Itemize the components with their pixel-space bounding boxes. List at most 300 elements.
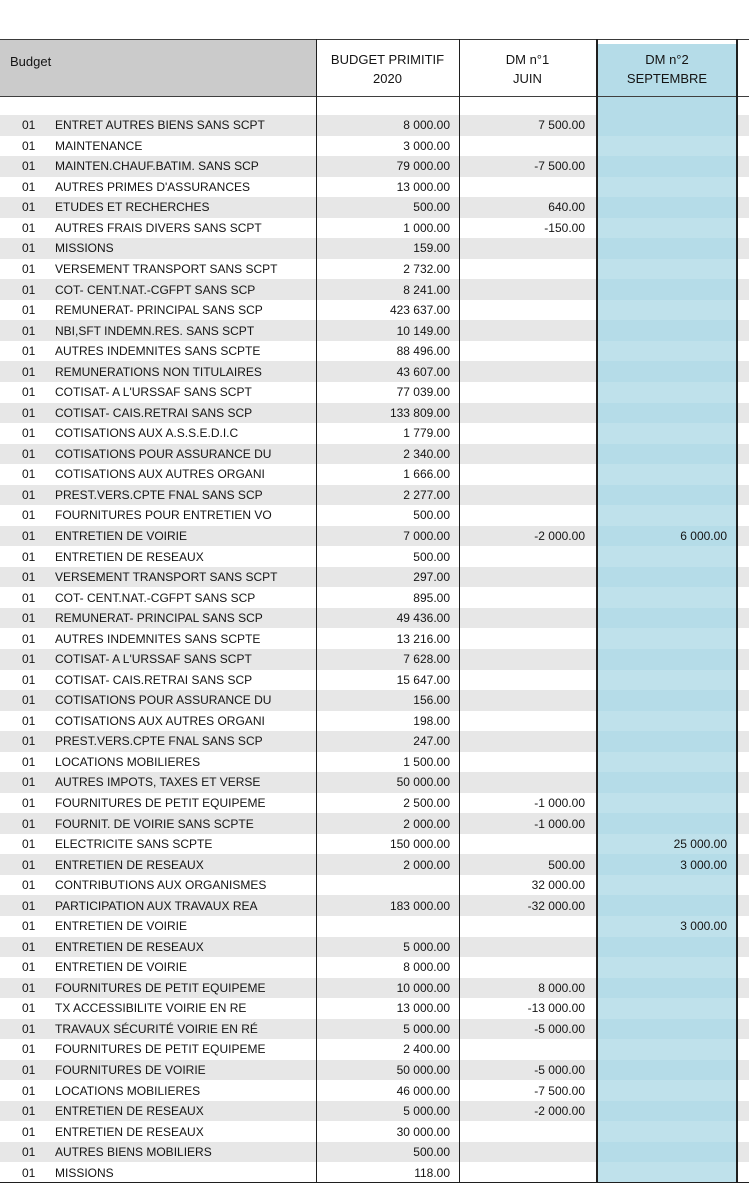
row-label: ENTRETIEN DE RESEAUX bbox=[55, 857, 204, 872]
budget-cell bbox=[0, 711, 316, 732]
header-dm1-line2: JUIN bbox=[513, 70, 542, 86]
row-code: 01 bbox=[22, 446, 36, 461]
next-column-sliver-cell bbox=[738, 115, 749, 136]
next-column-sliver-cell bbox=[738, 341, 749, 362]
budget-cell bbox=[0, 156, 316, 177]
next-column-sliver-cell bbox=[738, 1162, 749, 1183]
row-label: FOURNITURES DE VOIRIE bbox=[55, 1063, 206, 1078]
bp-2020-cell: 895.00 bbox=[413, 590, 450, 605]
bp-2020-cell: 2 277.00 bbox=[316, 485, 459, 506]
dm1-cell bbox=[459, 628, 596, 649]
row-label: COTISATIONS AUX A.S.S.E.D.I.C bbox=[55, 426, 239, 441]
table-row bbox=[0, 628, 749, 649]
dm2-cell bbox=[596, 628, 738, 649]
next-column-sliver-cell bbox=[738, 156, 749, 177]
header-dm2-septembre bbox=[596, 40, 738, 97]
row-code: 01 bbox=[22, 590, 36, 605]
bp-2020-cell: 297.00 bbox=[316, 567, 459, 588]
row-code: 01 bbox=[22, 508, 36, 523]
bp-2020-cell: 118.00 bbox=[414, 1165, 450, 1180]
row-label: COTISATIONS POUR ASSURANCE DU bbox=[55, 446, 272, 461]
row-label: COT- CENT.NAT.-CGFPT SANS SCP bbox=[55, 590, 256, 605]
bp-2020-cell: 88 496.00 bbox=[396, 344, 450, 359]
budget-cell bbox=[0, 834, 316, 855]
bp-2020-cell: 79 000.00 bbox=[316, 156, 459, 177]
row-code: 01 bbox=[22, 1083, 36, 1098]
dm1-cell bbox=[459, 587, 596, 608]
dm1-cell bbox=[459, 1142, 596, 1163]
next-column-sliver-cell bbox=[738, 587, 749, 608]
budget-cell bbox=[0, 115, 316, 136]
bp-2020-cell: 3 000.00 bbox=[403, 138, 450, 153]
bp-2020-cell: 10 000.00 bbox=[316, 978, 459, 999]
bp-2020-cell: 133 809.00 bbox=[316, 403, 459, 424]
table-header-row bbox=[0, 40, 749, 97]
dm1-cell: 32 000.00 bbox=[531, 878, 585, 893]
budget-cell bbox=[0, 628, 316, 649]
dm1-cell bbox=[459, 834, 596, 855]
header-dm2-line2: SEPTEMBRE bbox=[626, 70, 708, 86]
budget-cell bbox=[0, 505, 316, 526]
dm1-cell: -5 000.00 bbox=[459, 1019, 596, 1040]
bp-2020-cell: 50 000.00 bbox=[316, 772, 459, 793]
bp-2020-cell: 8 000.00 bbox=[403, 960, 450, 975]
next-column-sliver-cell bbox=[738, 1019, 749, 1040]
dm1-cell bbox=[459, 464, 596, 485]
bp-2020-cell bbox=[316, 875, 459, 896]
dm1-cell bbox=[459, 567, 596, 588]
next-column-sliver-cell bbox=[738, 136, 749, 157]
row-label: ENTRET AUTRES BIENS SANS SCPT bbox=[55, 118, 265, 133]
table-row bbox=[0, 505, 749, 526]
row-label: AUTRES INDEMNITES SANS SCPTE bbox=[55, 344, 261, 359]
budget-cell bbox=[0, 854, 316, 875]
dm1-cell bbox=[459, 690, 596, 711]
dm2-cell bbox=[596, 423, 738, 444]
row-code: 01 bbox=[22, 713, 36, 728]
dm2-cell bbox=[596, 279, 738, 300]
budget-cell bbox=[0, 670, 316, 691]
row-code: 01 bbox=[22, 796, 36, 811]
budget-cell bbox=[0, 895, 316, 916]
bp-2020-cell: 5 000.00 bbox=[316, 1101, 459, 1122]
budget-cell bbox=[0, 403, 316, 424]
table-row bbox=[0, 464, 749, 485]
bp-2020-cell: 2 732.00 bbox=[403, 262, 450, 277]
dm2-cell bbox=[596, 587, 738, 608]
table-row bbox=[0, 711, 749, 732]
header-next-column-sliver bbox=[738, 40, 749, 97]
budget-cell bbox=[0, 1019, 316, 1040]
row-label: COTISAT- CAIS.RETRAI SANS SCP bbox=[55, 672, 253, 687]
row-code: 01 bbox=[22, 693, 36, 708]
row-label: CONTRIBUTIONS AUX ORGANISMES bbox=[55, 878, 267, 893]
dm1-cell bbox=[459, 279, 596, 300]
dm1-cell bbox=[459, 649, 596, 670]
table-row bbox=[0, 587, 749, 608]
budget-cell bbox=[0, 937, 316, 958]
next-column-sliver-cell bbox=[738, 752, 749, 773]
dm1-cell bbox=[459, 1039, 596, 1060]
budget-cell bbox=[0, 608, 316, 629]
next-column-sliver-cell bbox=[738, 505, 749, 526]
table-row bbox=[0, 895, 749, 916]
dm2-cell bbox=[596, 1101, 738, 1122]
dm1-cell: 640.00 bbox=[459, 197, 596, 218]
budget-cell bbox=[0, 998, 316, 1019]
budget-cell bbox=[0, 772, 316, 793]
dm2-cell bbox=[596, 937, 738, 958]
next-column-sliver-cell bbox=[738, 1101, 749, 1122]
table-row bbox=[0, 403, 749, 424]
budget-cell bbox=[0, 1162, 316, 1183]
budget-cell bbox=[0, 1121, 316, 1142]
dm1-cell bbox=[459, 752, 596, 773]
row-label: LOCATIONS MOBILIERES bbox=[55, 1083, 201, 1098]
bp-2020-cell: 49 436.00 bbox=[316, 608, 459, 629]
dm1-cell bbox=[459, 444, 596, 465]
next-column-sliver-cell bbox=[738, 608, 749, 629]
next-column-sliver-cell bbox=[738, 403, 749, 424]
next-column-sliver-cell bbox=[738, 300, 749, 321]
bp-2020-cell: 2 400.00 bbox=[403, 1042, 450, 1057]
row-code: 01 bbox=[22, 179, 36, 194]
budget-cell bbox=[0, 978, 316, 999]
row-code: 01 bbox=[22, 919, 36, 934]
bp-2020-cell: 1 000.00 bbox=[403, 220, 450, 235]
dm2-cell bbox=[596, 361, 738, 382]
row-label: ENTRETIEN DE VOIRIE bbox=[55, 529, 188, 544]
next-column-sliver-cell bbox=[738, 670, 749, 691]
dm1-cell bbox=[459, 341, 596, 362]
dm2-cell bbox=[596, 690, 738, 711]
next-column-sliver-cell bbox=[738, 464, 749, 485]
dm2-cell bbox=[596, 998, 738, 1019]
row-code: 01 bbox=[22, 200, 36, 215]
row-label: TX ACCESSIBILITE VOIRIE EN RE bbox=[55, 1001, 247, 1016]
table-row bbox=[0, 1162, 749, 1183]
row-code: 01 bbox=[22, 549, 36, 564]
bp-2020-cell: 2 000.00 bbox=[316, 813, 459, 834]
next-column-sliver-cell bbox=[738, 279, 749, 300]
bp-2020-cell: 43 607.00 bbox=[316, 361, 459, 382]
next-column-sliver-cell bbox=[738, 957, 749, 978]
next-column-sliver-cell bbox=[738, 485, 749, 506]
row-label: COTISAT- A L'URSSAF SANS SCPT bbox=[55, 385, 252, 400]
row-label: ELECTRICITE SANS SCPTE bbox=[55, 837, 213, 852]
next-column-sliver-cell bbox=[738, 526, 749, 547]
budget-cell bbox=[0, 1039, 316, 1060]
row-label: MISSIONS bbox=[55, 241, 114, 256]
bp-2020-cell: 15 647.00 bbox=[396, 672, 450, 687]
row-code: 01 bbox=[22, 1042, 36, 1057]
budget-cell bbox=[0, 444, 316, 465]
dm1-cell bbox=[459, 505, 596, 526]
budget-cell bbox=[0, 177, 316, 198]
table-row bbox=[0, 1019, 749, 1040]
bp-2020-cell: 7 000.00 bbox=[316, 526, 459, 547]
dm1-cell bbox=[459, 546, 596, 567]
budget-cell bbox=[0, 464, 316, 485]
bp-2020-cell: 183 000.00 bbox=[316, 895, 459, 916]
row-code: 01 bbox=[22, 857, 36, 872]
budget-cell bbox=[0, 320, 316, 341]
table-row bbox=[0, 1142, 749, 1163]
table-row bbox=[0, 320, 749, 341]
dm1-cell bbox=[459, 238, 596, 259]
row-code: 01 bbox=[22, 1001, 36, 1016]
row-code: 01 bbox=[22, 1063, 36, 1078]
bp-2020-cell: 46 000.00 bbox=[396, 1083, 450, 1098]
dm2-cell bbox=[596, 567, 738, 588]
dm2-cell bbox=[596, 177, 738, 198]
row-code: 01 bbox=[22, 939, 36, 954]
bp-2020-cell: 13 000.00 bbox=[396, 1001, 450, 1016]
dm1-cell bbox=[459, 177, 596, 198]
next-column-sliver-cell bbox=[738, 711, 749, 732]
budget-cell bbox=[0, 341, 316, 362]
bp-2020-cell: 500.00 bbox=[413, 508, 450, 523]
row-label: ENTRETIEN DE RESEAUX bbox=[55, 1124, 204, 1139]
table-row bbox=[0, 670, 749, 691]
row-label: COTISAT- A L'URSSAF SANS SCPT bbox=[55, 652, 252, 667]
next-column-sliver-cell bbox=[738, 628, 749, 649]
table-row bbox=[0, 485, 749, 506]
next-column-sliver-cell bbox=[738, 793, 749, 814]
row-label: COTISATIONS AUX AUTRES ORGANI bbox=[55, 713, 265, 728]
next-column-sliver-cell bbox=[738, 423, 749, 444]
row-label: NBI,SFT INDEMN.RES. SANS SCPT bbox=[55, 323, 255, 338]
dm1-cell bbox=[459, 772, 596, 793]
bp-2020-cell: 30 000.00 bbox=[396, 1124, 450, 1139]
dm1-cell bbox=[459, 916, 596, 937]
row-label: ENTRETIEN DE RESEAUX bbox=[55, 1104, 204, 1119]
dm2-cell bbox=[596, 546, 738, 567]
next-column-sliver-cell bbox=[738, 875, 749, 896]
dm2-cell bbox=[596, 793, 738, 814]
dm1-cell bbox=[459, 711, 596, 732]
table-row bbox=[0, 937, 749, 958]
dm2-cell bbox=[596, 115, 738, 136]
dm1-cell bbox=[459, 957, 596, 978]
next-column-sliver-cell bbox=[738, 197, 749, 218]
dm1-cell bbox=[459, 670, 596, 691]
next-column-sliver-cell bbox=[738, 937, 749, 958]
table-row bbox=[0, 238, 749, 259]
row-code: 01 bbox=[22, 1124, 36, 1139]
bp-2020-cell: 198.00 bbox=[413, 713, 450, 728]
dm1-cell: -32 000.00 bbox=[459, 895, 596, 916]
row-label: COTISAT- CAIS.RETRAI SANS SCP bbox=[55, 405, 253, 420]
dm2-cell bbox=[596, 895, 738, 916]
table-row bbox=[0, 957, 749, 978]
bp-2020-cell: 500.00 bbox=[316, 197, 459, 218]
dm2-cell bbox=[596, 957, 738, 978]
dm2-cell bbox=[596, 197, 738, 218]
bp-2020-cell: 5 000.00 bbox=[316, 937, 459, 958]
row-label: PARTICIPATION AUX TRAVAUX REA bbox=[55, 898, 258, 913]
row-label: LOCATIONS MOBILIERES bbox=[55, 754, 201, 769]
dm1-cell bbox=[459, 320, 596, 341]
dm2-cell bbox=[596, 731, 738, 752]
table-row bbox=[0, 115, 749, 136]
dm1-cell: -7 500.00 bbox=[534, 1083, 585, 1098]
table-row bbox=[0, 218, 749, 239]
row-code: 01 bbox=[22, 960, 36, 975]
dm2-cell bbox=[596, 1039, 738, 1060]
next-column-sliver-cell bbox=[738, 998, 749, 1019]
next-column-sliver-cell bbox=[738, 834, 749, 855]
row-code: 01 bbox=[22, 262, 36, 277]
dm2-cell bbox=[596, 1019, 738, 1040]
next-column-sliver-cell bbox=[738, 382, 749, 403]
dm1-cell bbox=[459, 382, 596, 403]
row-label: MAINTENANCE bbox=[55, 138, 143, 153]
bp-2020-cell: 8 000.00 bbox=[316, 115, 459, 136]
table-row bbox=[0, 136, 749, 157]
dm1-cell bbox=[459, 361, 596, 382]
next-column-sliver-cell bbox=[738, 238, 749, 259]
table-row bbox=[0, 197, 749, 218]
budget-cell bbox=[0, 731, 316, 752]
budget-cell bbox=[0, 1101, 316, 1122]
row-label: REMUNERAT- PRINCIPAL SANS SCP bbox=[55, 303, 263, 318]
next-column-sliver-cell bbox=[738, 259, 749, 280]
dm2-cell bbox=[596, 464, 738, 485]
next-column-sliver-cell bbox=[738, 177, 749, 198]
dm1-cell bbox=[459, 731, 596, 752]
dm2-cell bbox=[596, 320, 738, 341]
row-code: 01 bbox=[22, 467, 36, 482]
table-row bbox=[0, 156, 749, 177]
table-row bbox=[0, 177, 749, 198]
bp-2020-cell: 2 000.00 bbox=[316, 854, 459, 875]
dm1-cell: 8 000.00 bbox=[459, 978, 596, 999]
row-code: 01 bbox=[22, 816, 36, 831]
row-code: 01 bbox=[22, 364, 36, 379]
row-code: 01 bbox=[22, 529, 36, 544]
dm2-cell: 6 000.00 bbox=[596, 526, 738, 547]
row-label: COTISATIONS AUX AUTRES ORGANI bbox=[55, 467, 265, 482]
row-label: ENTRETIEN DE VOIRIE bbox=[55, 919, 188, 934]
table-row bbox=[0, 259, 749, 280]
row-code: 01 bbox=[22, 241, 36, 256]
next-column-sliver-cell bbox=[738, 772, 749, 793]
row-label: FOURNITURES DE PETIT EQUIPEME bbox=[55, 1042, 266, 1057]
row-label: AUTRES PRIMES D'ASSURANCES bbox=[55, 179, 250, 194]
row-code: 01 bbox=[22, 487, 36, 502]
header-dm2-line1: DM n°2 bbox=[645, 51, 689, 67]
dm1-cell: -2 000.00 bbox=[459, 526, 596, 547]
row-code: 01 bbox=[22, 878, 36, 893]
next-column-sliver-cell bbox=[738, 731, 749, 752]
dm1-cell bbox=[459, 259, 596, 280]
row-label: AUTRES FRAIS DIVERS SANS SCPT bbox=[55, 220, 262, 235]
dm1-cell: -150.00 bbox=[544, 220, 585, 235]
budget-cell bbox=[0, 916, 316, 937]
row-label: FOURNITURES POUR ENTRETIEN VO bbox=[55, 508, 272, 523]
row-label: ENTRETIEN DE RESEAUX bbox=[55, 939, 204, 954]
dm2-cell bbox=[596, 1121, 738, 1142]
next-column-sliver-cell bbox=[738, 895, 749, 916]
bp-2020-cell: 1 779.00 bbox=[403, 426, 450, 441]
budget-cell bbox=[0, 546, 316, 567]
dm1-cell: -13 000.00 bbox=[527, 1001, 585, 1016]
next-column-sliver-cell bbox=[738, 1039, 749, 1060]
next-column-sliver-cell bbox=[738, 916, 749, 937]
dm1-cell bbox=[459, 937, 596, 958]
dm2-cell bbox=[596, 341, 738, 362]
budget-cell bbox=[0, 649, 316, 670]
dm1-cell bbox=[459, 1162, 596, 1183]
bp-2020-cell: 2 340.00 bbox=[316, 444, 459, 465]
row-label: ETUDES ET RECHERCHES bbox=[55, 200, 210, 215]
header-budget-label: Budget bbox=[10, 54, 52, 69]
dm2-cell bbox=[596, 1162, 738, 1183]
bp-2020-cell: 150 000.00 bbox=[389, 837, 450, 852]
row-label: PREST.VERS.CPTE FNAL SANS SCP bbox=[55, 487, 263, 502]
header-dm1-line1: DM n°1 bbox=[505, 51, 550, 67]
table-row bbox=[0, 423, 749, 444]
table-row bbox=[0, 1101, 749, 1122]
dm2-cell bbox=[596, 875, 738, 896]
row-label: VERSEMENT TRANSPORT SANS SCPT bbox=[55, 570, 278, 585]
row-code: 01 bbox=[22, 159, 36, 174]
row-code: 01 bbox=[22, 118, 36, 133]
dm2-cell bbox=[596, 156, 738, 177]
table-row bbox=[0, 1039, 749, 1060]
budget-cell bbox=[0, 423, 316, 444]
row-label: MISSIONS bbox=[55, 1165, 114, 1180]
budget-cell bbox=[0, 238, 316, 259]
dm1-cell: 500.00 bbox=[459, 854, 596, 875]
dm2-cell bbox=[596, 505, 738, 526]
budget-cell bbox=[0, 197, 316, 218]
dm1-cell bbox=[459, 608, 596, 629]
budget-cell bbox=[0, 279, 316, 300]
dm2-cell bbox=[596, 1080, 738, 1101]
budget-cell bbox=[0, 752, 316, 773]
dm1-cell bbox=[459, 403, 596, 424]
budget-cell bbox=[0, 587, 316, 608]
dm2-cell bbox=[596, 444, 738, 465]
row-code: 01 bbox=[22, 631, 36, 646]
table-row bbox=[0, 526, 749, 547]
next-column-sliver-cell bbox=[738, 690, 749, 711]
table-row bbox=[0, 834, 749, 855]
dm1-cell: -1 000.00 bbox=[534, 796, 585, 811]
next-column-sliver-cell bbox=[738, 978, 749, 999]
dm1-cell: -7 500.00 bbox=[459, 156, 596, 177]
next-column-sliver-cell bbox=[738, 218, 749, 239]
budget-cell bbox=[0, 526, 316, 547]
row-code: 01 bbox=[22, 1145, 36, 1160]
table-row bbox=[0, 444, 749, 465]
row-label: AUTRES BIENS MOBILIERS bbox=[55, 1145, 212, 1160]
budget-cell bbox=[0, 259, 316, 280]
next-column-sliver-cell bbox=[738, 1121, 749, 1142]
next-column-sliver-cell bbox=[738, 1080, 749, 1101]
table-row bbox=[0, 793, 749, 814]
table-row bbox=[0, 772, 749, 793]
budget-cell bbox=[0, 957, 316, 978]
row-label: PREST.VERS.CPTE FNAL SANS SCP bbox=[55, 734, 263, 749]
table-row bbox=[0, 978, 749, 999]
budget-cell bbox=[0, 813, 316, 834]
dm1-cell bbox=[459, 423, 596, 444]
bp-2020-cell: 8 241.00 bbox=[316, 279, 459, 300]
dm2-cell: 3 000.00 bbox=[596, 916, 738, 937]
